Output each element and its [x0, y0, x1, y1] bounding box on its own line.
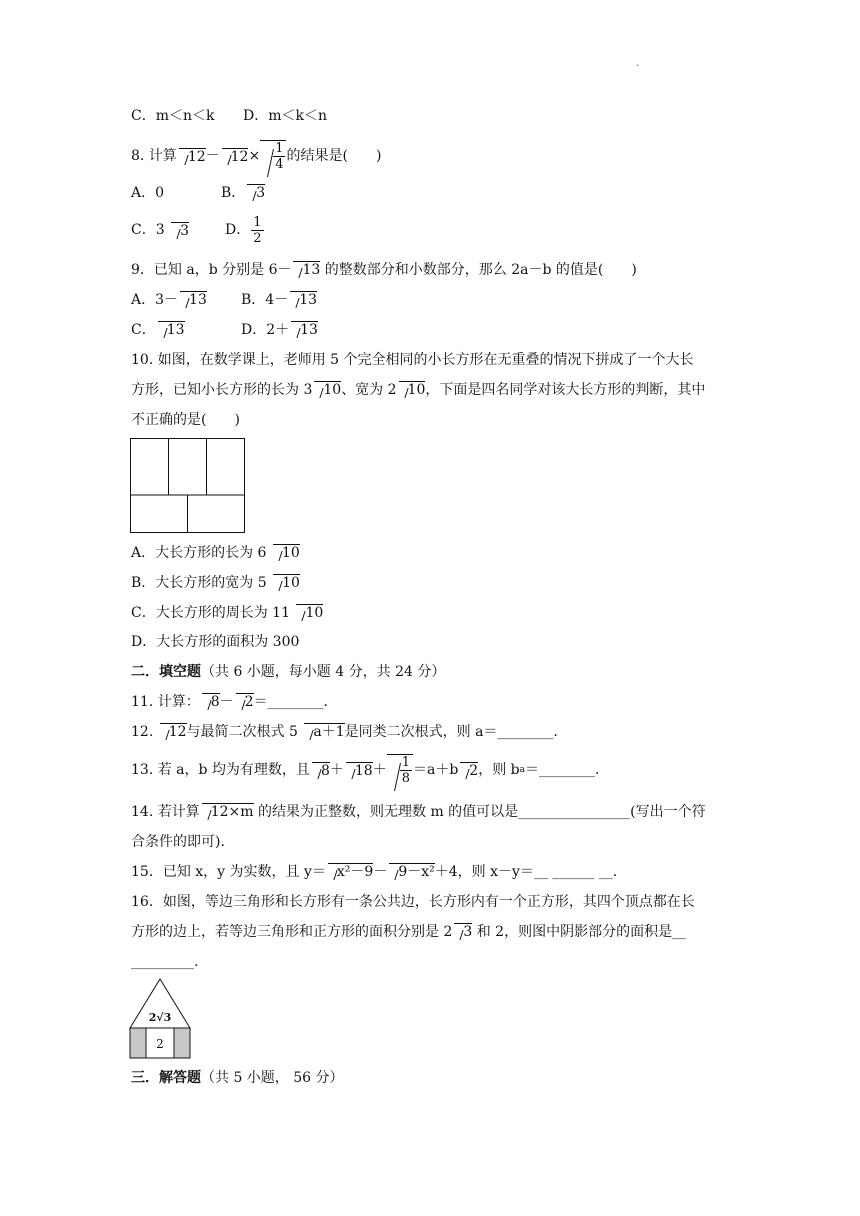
q13-radical-1: 8: [312, 762, 330, 779]
q12-radical-2: a＋1: [304, 723, 344, 740]
q13-plus-2: ＋: [372, 762, 387, 778]
q9-option-c-radical: 13: [158, 321, 185, 338]
q10-line-2-c: ，下面是四名同学对该大长方形的判断，其中: [425, 382, 706, 398]
q11-question: [131, 692, 328, 712]
q9-text-b: 的整数部分和小数部分，那么 2a－b 的值是( ): [320, 262, 637, 278]
q16-square-label: 2: [156, 1037, 164, 1051]
q8-frac-den: 4: [275, 157, 284, 172]
q11-prefix: 11. 计算：: [131, 694, 200, 710]
q13-suffix-a: ，则 b: [478, 762, 520, 778]
q10-line-2-radical-2: 10: [399, 381, 426, 398]
q12-question: [131, 722, 558, 742]
q10-option-b-radical: 10: [273, 574, 300, 591]
q12-radical-1: 12: [160, 723, 187, 740]
q9-option-d-radical: 13: [291, 321, 318, 338]
q12-mid: 与最简二次根式 5: [186, 724, 303, 740]
q8-fraction: [273, 141, 285, 172]
q8-option-b-radical: 3: [247, 184, 265, 201]
q10-option-b: [131, 573, 300, 593]
q10-line-2: [131, 380, 705, 400]
q8-option-d-den: 2: [253, 230, 262, 246]
section-3-detail: （共 5 小题， 56 分）: [201, 1070, 344, 1086]
q15-minus: －: [373, 864, 388, 880]
q10-option-c-radical: 10: [296, 604, 323, 621]
section-3-title: 三．解答题: [131, 1070, 201, 1086]
q10-line-2-b: 、宽为 2: [341, 382, 397, 398]
q8-prefix: 8. 计算: [131, 148, 177, 164]
section-2-title: 二．填空题: [131, 664, 201, 680]
q11-radical-1: 8: [202, 693, 220, 710]
q7-option-c: C．m＜n＜k: [131, 108, 215, 124]
q8-suffix: 的结果是( ): [286, 148, 382, 164]
q13-question: [131, 750, 599, 790]
section-3-heading: [131, 1068, 344, 1088]
q16-line-2-b: 和 2，则图中阴影部分的面积是__: [472, 924, 687, 940]
q9-options-ab: [131, 290, 317, 310]
q8-times: ×: [248, 148, 261, 164]
q13-frac-num: 1: [401, 755, 410, 770]
q13-radical-3: 2: [460, 762, 478, 779]
q9-radical: 13: [293, 261, 320, 278]
q7-option-d: D．m＜k＜n: [243, 108, 327, 124]
q10-option-a-radical: 10: [273, 544, 300, 561]
q10-option-b-label: B．大长方形的宽为 5: [131, 575, 272, 591]
q8-radical-1: 12: [179, 148, 206, 165]
q10-option-c-label: C．大长方形的周长为 11: [131, 605, 295, 621]
q9-option-b-radical: 13: [290, 291, 317, 308]
q16-line-2: [131, 922, 686, 942]
q8-options-ab: [131, 183, 265, 203]
q8-option-b-label: B．: [221, 185, 246, 201]
q12-prefix: 12.: [131, 724, 158, 740]
q8-option-c-label: C．3: [131, 222, 165, 238]
q8-options-cd: [131, 212, 265, 248]
q10-option-d: D．大长方形的面积为 300: [131, 634, 300, 650]
q16-triangle-label: 2√3: [148, 1011, 172, 1024]
q13-superscript: a: [519, 765, 525, 775]
q9-option-a: [131, 290, 241, 310]
q16-line-2-radical: 3: [454, 923, 472, 940]
q16-house-figure: [129, 978, 193, 1060]
q15-question: [131, 862, 617, 882]
q14-line-2: 合条件的即可).: [131, 834, 225, 850]
section-2-detail: （共 6 小题，每小题 4 分，共 24 分）: [201, 664, 446, 680]
q14-prefix: 14. 若计算: [131, 804, 200, 820]
q8-option-d-fraction: [251, 215, 263, 246]
q9-option-b-label: B．4－: [241, 292, 289, 308]
q10-option-a-label: A．大长方形的长为 6: [131, 545, 271, 561]
q12-suffix: 是同类二次根式，则 a＝________.: [344, 724, 558, 740]
q13-prefix: 13. 若 a，b 均为有理数，且: [131, 762, 310, 778]
q16-line-2-a: 方形的边上，若等边三角形和正方形的面积分别是 2: [131, 924, 453, 940]
q9-option-c: [131, 320, 241, 340]
header-mark: .: [636, 58, 640, 69]
q10-option-a: [131, 543, 300, 563]
q13-radical-2: 18: [346, 762, 373, 779]
q15-radical-1: x²－9: [328, 863, 373, 880]
q8-radical-2: 12: [222, 148, 249, 165]
q11-minus: －: [219, 694, 234, 710]
q9-option-d-label: D．2＋: [241, 322, 290, 338]
q10-option-c: [131, 603, 323, 623]
q14-radical: 12×m: [202, 803, 254, 820]
q13-suffix-b: ＝________.: [525, 762, 600, 778]
q10-line-2-radical-1: 10: [314, 381, 341, 398]
section-2-heading: [131, 662, 445, 682]
q15-prefix: 15．已知 x，y 为实数，且 y＝: [131, 864, 326, 880]
q13-frac-den: 8: [401, 771, 410, 786]
q10-rectangles-figure: [130, 438, 246, 534]
q8-frac-num: 1: [275, 141, 284, 156]
q13-radical-fraction: [387, 754, 413, 786]
q11-suffix: ＝________.: [253, 694, 329, 710]
q16-line-1: 16．如图，等边三角形和长方形有一条公共边，长方形内有一个正方形，其四个顶点都在长: [131, 894, 695, 910]
q10-line-2-a: 方形，已知小长方形的长为 3: [131, 382, 313, 398]
q8-option-d-label: D．: [225, 222, 251, 238]
q8-option-d-num: 1: [253, 214, 262, 230]
q9-text-a: 9．已知 a，b 分别是 6－: [131, 262, 292, 278]
q15-radical-2: 9－x²: [389, 863, 434, 880]
q8-radical-fraction: [260, 140, 286, 172]
q13-fraction: [400, 755, 412, 786]
q16-line-3: _________.: [131, 954, 199, 970]
q8-question: [131, 136, 381, 176]
q14-rest: 的结果为正整数，则无理数 m 的值可以是________________(写出一个符: [253, 804, 706, 820]
q10-line-1: 10. 如图，在数学课上，老师用 5 个完全相同的小长方形在无重叠的情况下拼成了一个大长: [131, 352, 694, 368]
q9-option-a-radical: 13: [180, 291, 207, 308]
q9-question: [131, 260, 637, 280]
q9-option-a-label: A．3－: [131, 292, 179, 308]
q13-plus-1: ＋: [329, 762, 344, 778]
q7-options: [131, 106, 327, 126]
q8-option-a: A．0: [131, 185, 165, 201]
q10-line-3: 不正确的是( ): [131, 412, 240, 428]
q8-minus: －: [205, 148, 220, 164]
q15-suffix: ＋4，则 x－y＝__ ______ __.: [434, 864, 618, 880]
q13-mid: ＝a＋b: [412, 762, 459, 778]
q11-radical-2: 2: [236, 693, 254, 710]
q14-line-1: [131, 802, 706, 822]
q8-option-c-radical: 3: [171, 222, 189, 239]
q9-options-cd: [131, 320, 318, 340]
q9-option-c-label: C．: [131, 322, 156, 338]
